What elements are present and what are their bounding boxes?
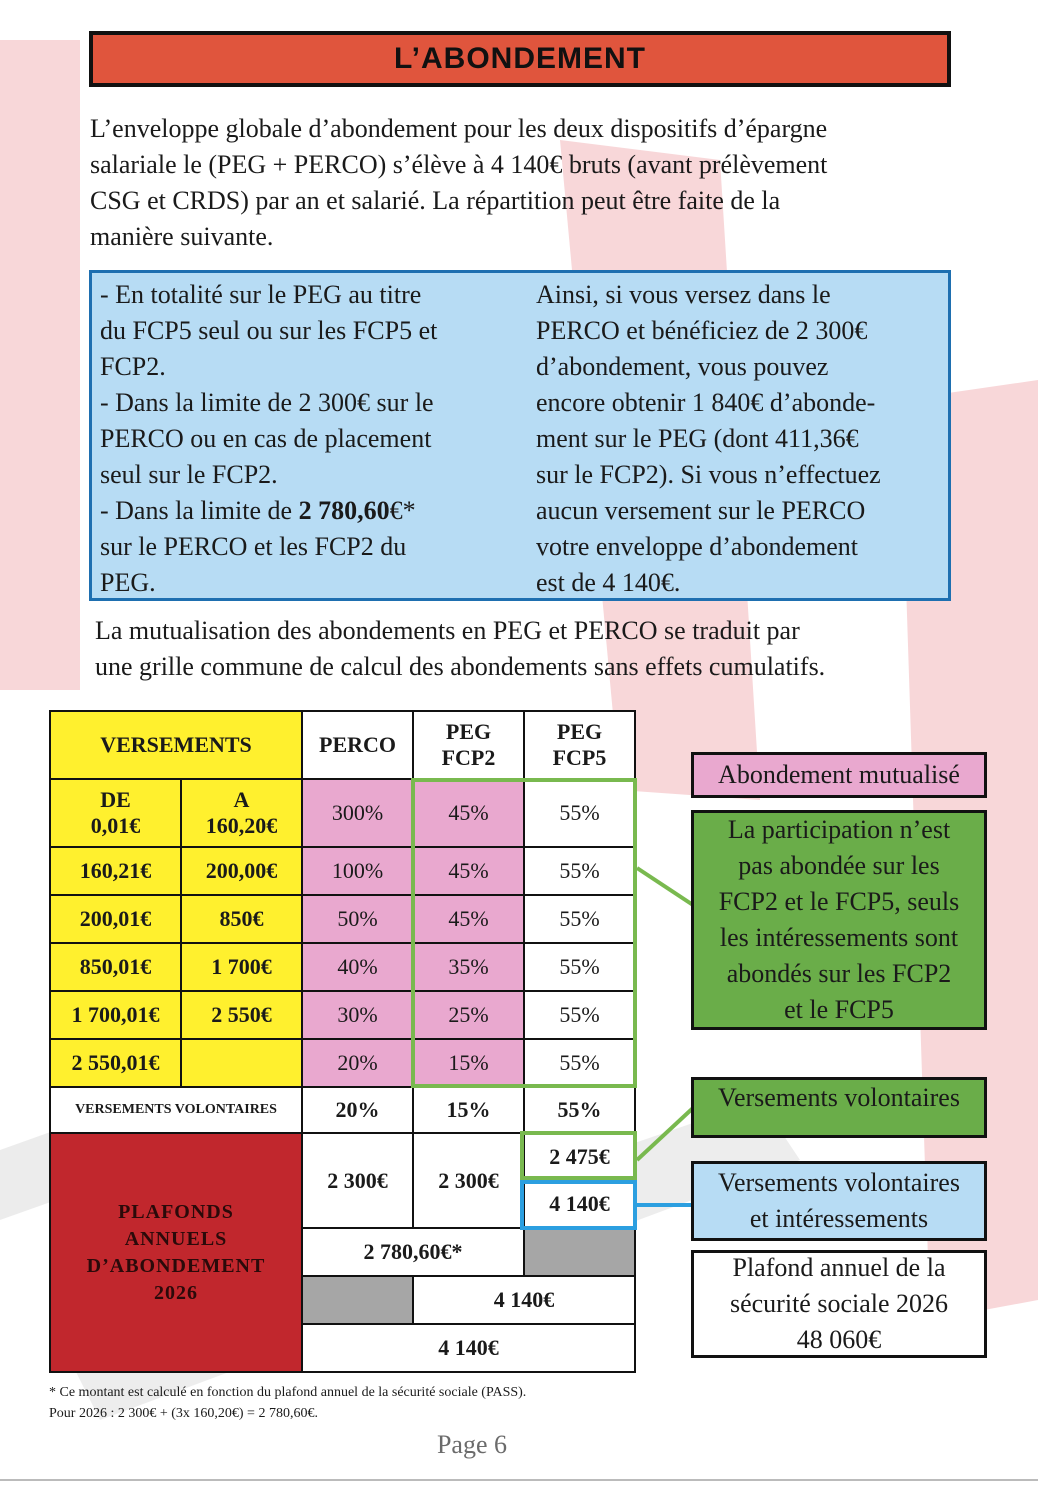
legend-participation-label: La participation n’est pas abondée sur les FCP2 et le FCP5, seuls les intéressements sont abondés sur les FCP2 et le FCP5 — [718, 815, 960, 1024]
option-line: PEG. — [100, 568, 156, 597]
intro-paragraph — [90, 111, 970, 255]
plafond-peg-total: 4 140€ — [412, 1275, 636, 1325]
row-a: 200,00€ — [180, 846, 303, 896]
legend-participation — [691, 810, 987, 1030]
empty-grey-cell — [523, 1227, 636, 1277]
row-perco: 40% — [301, 942, 414, 992]
row-a: 850€ — [180, 894, 303, 944]
example-line: PERCO et bénéficiez de 2 300€ — [536, 316, 868, 345]
row-de: 200,01€ — [49, 894, 182, 944]
legend-interessements-label: Versements volontaires et intéressements — [718, 1168, 960, 1233]
plafond-perco: 2 300€ — [301, 1132, 414, 1229]
volontaires-fcp5: 55% — [523, 1086, 636, 1134]
row-a: 1 700€ — [180, 942, 303, 992]
bottom-divider — [0, 1479, 1038, 1481]
option-line: PERCO ou en cas de placement — [100, 424, 432, 453]
legend-pass — [691, 1250, 987, 1358]
volontaires-highlight-frame — [520, 1131, 637, 1180]
example-line: encore obtenir 1 840€ d’abonde- — [536, 388, 876, 417]
header-peg-fcp2 — [412, 710, 525, 780]
footnote-line: * Ce montant est calculé en fonction du plafond annuel de la sécurité sociale (PASS). — [49, 1385, 527, 1400]
header-fcp5-label: FCP5 — [552, 745, 607, 770]
plafond-fcp2: 2 300€ — [412, 1132, 525, 1229]
connector-participation — [637, 868, 693, 905]
connector-volontaires — [637, 1108, 693, 1160]
header-fcp2-label: FCP2 — [441, 745, 496, 770]
row-fcp5: 55% — [523, 894, 636, 944]
intro-line: manière suivante. — [90, 222, 274, 251]
header-versements: VERSEMENTS — [49, 710, 303, 780]
row-perco: 30% — [301, 990, 414, 1040]
example-line: d’abondement, vous pouvez — [536, 352, 829, 381]
example-line: ment sur le PEG (dont 411,36€ — [536, 424, 859, 453]
option-line: sur le PERCO et les FCP2 du — [100, 532, 407, 561]
row-fcp5: 55% — [523, 942, 636, 992]
section-title-bar — [89, 31, 951, 87]
row-fcp2: 45% — [412, 846, 525, 896]
row-fcp2: 15% — [412, 1038, 525, 1088]
option-line-limit — [100, 493, 437, 529]
distribution-example — [536, 277, 881, 601]
limit-amount: 2 780,60 — [298, 496, 390, 525]
option-line: FCP2. — [100, 352, 166, 381]
row-fcp2: 45% — [412, 778, 525, 848]
row-de: DE 0,01€ — [49, 778, 182, 848]
example-line: Ainsi, si vous versez dans le — [536, 280, 831, 309]
legend-interessements — [691, 1161, 987, 1241]
row-fcp2: 35% — [412, 942, 525, 992]
example-line: aucun versement sur le PERCO — [536, 496, 866, 525]
row-fcp5: 55% — [523, 846, 636, 896]
plafond-fcp5-volontaires: 2 475€ — [523, 1132, 636, 1181]
intro-line: CSG et CRDS) par an et salarié. La répartition peut être faite de la — [90, 186, 781, 215]
example-line: sur le FCP2). Si vous n’effectuez — [536, 460, 881, 489]
plafond-grand-total: 4 140€ — [301, 1323, 636, 1373]
header-peg-label: PEG — [445, 719, 492, 744]
example-line: votre enveloppe d’abondement — [536, 532, 858, 561]
header-peg-fcp5 — [523, 710, 636, 780]
option-line: du FCP5 seul ou sur les FCP5 et — [100, 316, 438, 345]
legend-mutualise — [691, 752, 987, 798]
row-perco: 100% — [301, 846, 414, 896]
row-fcp5: 55% — [523, 1038, 636, 1088]
interessements-highlight-frame — [520, 1180, 637, 1230]
footnote-line: Pour 2026 : 2 300€ + (3x 160,20€) = 2 780,60€. — [49, 1406, 318, 1421]
row-fcp2: 45% — [412, 894, 525, 944]
volontaires-perco: 20% — [301, 1086, 414, 1134]
mutual-line: La mutualisation des abondements en PEG et PERCO se traduit par — [95, 616, 800, 645]
row-a: A 160,20€ — [180, 778, 303, 848]
row-perco: 50% — [301, 894, 414, 944]
option-line: - Dans la limite de 2 300€ sur le — [100, 388, 434, 417]
row-perco: 300% — [301, 778, 414, 848]
row-fcp5: 55% — [523, 778, 636, 848]
intro-line: salariale le (PEG + PERCO) s’élève à 4 140€ bruts (avant prélèvement — [90, 150, 828, 179]
header-perco: PERCO — [301, 710, 414, 780]
header-peg-label: PEG — [556, 719, 603, 744]
row-fcp5: 55% — [523, 990, 636, 1040]
section-title: L’ABONDEMENT — [394, 42, 646, 75]
row-perco: 20% — [301, 1038, 414, 1088]
legend-versements-volontaires — [691, 1077, 987, 1138]
plafond-fcp5-total: 4 140€ — [523, 1179, 636, 1229]
option-line: - En totalité sur le PEG au titre — [100, 280, 422, 309]
plafonds-label: PLAFONDS ANNUELS D’ABONDEMENT 2026 — [49, 1132, 303, 1373]
mutual-line: une grille commune de calcul des abondements sans effets cumulatifs. — [95, 652, 826, 681]
volontaires-label: VERSEMENTS VOLONTAIRES — [49, 1086, 303, 1134]
legend-versements-volontaires-label: Versements volontaires — [718, 1083, 960, 1112]
intro-line: L’enveloppe globale d’abondement pour les deux dispositifs d’épargne — [90, 114, 828, 143]
row-de: 160,21€ — [49, 846, 182, 896]
legend-mutualise-label: Abondement mutualisé — [718, 760, 960, 789]
row-a — [180, 1038, 303, 1088]
option-line: seul sur le FCP2. — [100, 460, 278, 489]
mutualisation-paragraph — [95, 613, 825, 685]
participation-highlight-frame — [411, 778, 637, 1088]
page-number: Page 6 — [436, 1430, 508, 1459]
legend-pass-label: Plafond annuel de la sécurité sociale 2026 48 060€ — [729, 1253, 949, 1354]
row-de: 2 550,01€ — [49, 1038, 182, 1088]
row-de: 1 700,01€ — [49, 990, 182, 1040]
row-a: 2 550€ — [180, 990, 303, 1040]
distribution-box — [89, 270, 951, 601]
row-fcp2: 25% — [412, 990, 525, 1040]
empty-grey-cell — [301, 1275, 414, 1325]
volontaires-fcp2: 15% — [412, 1086, 525, 1134]
plafond-perco-fcp2: 2 780,60€* — [301, 1227, 525, 1277]
example-line: est de 4 140€. — [536, 568, 681, 597]
limit-suffix: €* — [389, 496, 416, 525]
row-de: 850,01€ — [49, 942, 182, 992]
distribution-options — [100, 277, 437, 601]
limit-prefix: - Dans la limite de — [100, 496, 299, 525]
